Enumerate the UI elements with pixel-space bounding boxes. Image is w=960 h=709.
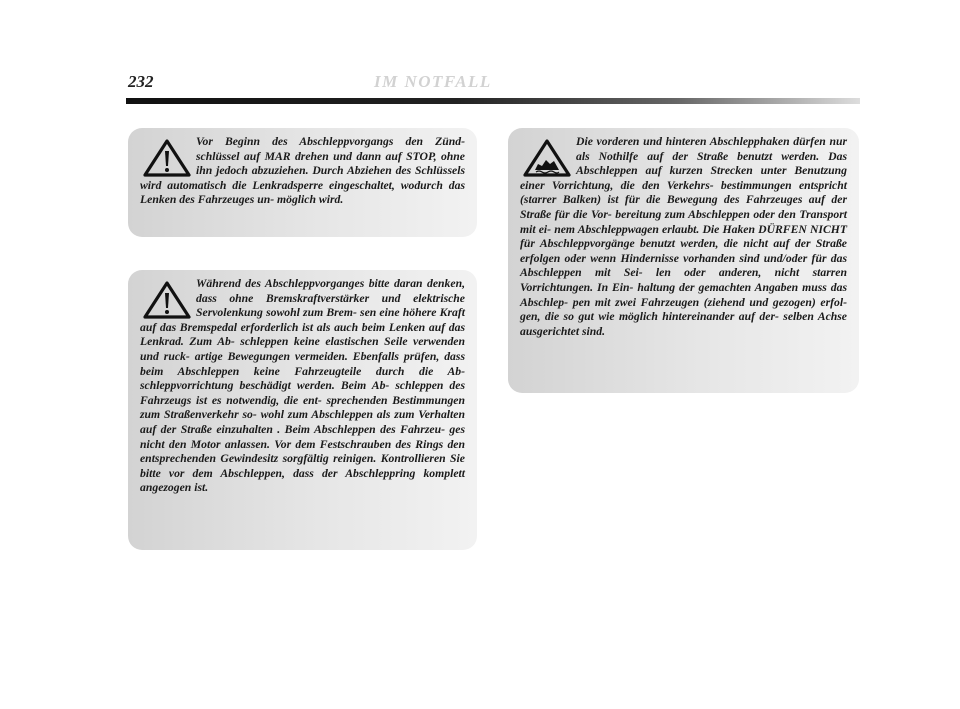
note-text: Während des Abschleppvorganges bitte daran denken, dass ohne Bremskraftverstärker und elektrische Servolenkung sowohl zum Brem- sen eine höhere Kraft auf das Bremspedal erforderlich ist als auch beim Lenken auf das Lenkrad. Zum Ab- schleppen keine elastischen Seile verwenden und ruck- artige Bewegungen vermeiden. Ebenfalls prüfen, dass beim Abschleppen keine Fahrzeugteile durch die Ab- schleppvorrichtung beschädigt werden. Beim Ab- schleppen des Fahrzeugs ist es notwendig, die ent- sprechenden Bestimmungen zum Straßenverkehr so- wohl zum Abschleppen als zum Verhalten auf der Straße einzuhalten . Beim Abschleppen des Fahrzeu- ges nicht den Motor anlassen. Vor dem Festschrauben des Rings den entsprechenden Gewindesitz sorgfältig reinigen. Kontrollieren Sie bitte vor dem Abschleppen, dass der Abschleppring komplett angezogen ist.: [140, 277, 465, 495]
warning-triangle-icon: [142, 138, 192, 178]
section-title: IM NOTFALL: [374, 72, 492, 91]
warning-triangle-icon: [142, 280, 192, 320]
note-text: Die vorderen und hinteren Abschlepphaken dürfen nur als Nothilfe auf der Straße benutzt werden. Das Abschleppen auf kurzen Strecken unter Benutzung einer Vorrichtung, die den Verkehrs- bestimmungen entspricht (starrer Balken) ist für die Bewegung des Fahrzeuges auf der Straße für die Vor- bereitung zum Abschleppen oder den Transport mit ei- nem Abschleppwagen erlaubt. Die Haken DÜRFEN NICHT für Abschleppvorgänge benutzt werden, die nicht auf der Straße erfolgen oder wenn Hindernisse vorhanden sind und/oder für das Abschleppen mit Sei- len oder anderen, nicht starren Vorrichtungen. In Ein- haltung der gemachten Angaben muss das Abschlep- pen mit zwei Fahrzeugen (ziehend und gezogen) erfol- gen, die so gut wie möglich hintereinander auf der- selben Achse ausgerichtet sind.: [520, 135, 847, 338]
environment-warning-triangle-icon: [522, 138, 572, 178]
warning-note-towing-procedure: [128, 270, 477, 550]
note-text: Vor Beginn des Abschleppvorgangs den Zünd- schlüssel auf MAR drehen und dann auf STOP, ohne ihn jedoch abzuziehen. Durch Abziehen des Schlüssels wird automatisch die Lenkradsperre eingeschaltet, wodurch das Lenken des Fahrzeuges un- möglich wird.: [140, 135, 465, 207]
header-rule: [126, 98, 860, 104]
page-number: 232: [128, 72, 154, 91]
warning-note-steering-lock: [128, 128, 477, 237]
warning-note-towing-hooks: [508, 128, 859, 393]
